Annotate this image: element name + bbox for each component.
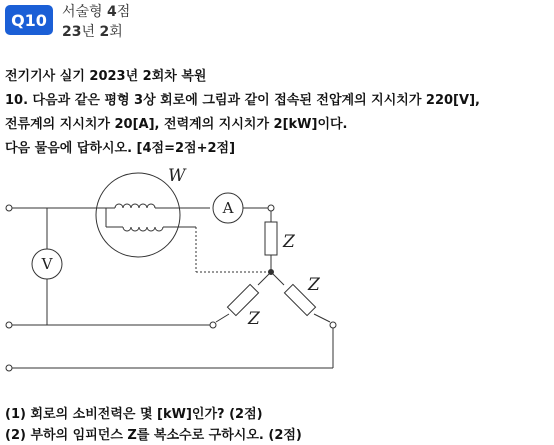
load-label-left: Z [248, 309, 260, 329]
load-impedance-top [265, 222, 277, 255]
exam-source: 전기기사 실기 2023년 2회차 복원 [5, 69, 207, 84]
terminal-bottom [6, 365, 12, 371]
question-number-badge: Q10 [5, 5, 53, 35]
load-label-right: Z [308, 275, 320, 295]
exam-year-unit: 년 [81, 24, 100, 40]
exam-year: 23 [62, 24, 82, 40]
question-type-prefix: 서술형 [62, 4, 108, 20]
exam-round-unit: 회 [109, 24, 123, 40]
exam-round: 2 [99, 24, 110, 40]
question-type-suffix: 점 [116, 4, 131, 20]
current-coil [115, 204, 155, 208]
wattmeter-label: W [168, 166, 186, 186]
voltmeter-label: V [41, 255, 53, 273]
terminal-middle [6, 322, 12, 328]
voltage-coil [123, 227, 163, 231]
question-line-2: 전류계의 지시치가 20[A], 전력계의 지시치가 2[kW]이다. [5, 117, 348, 132]
subquestion-1: (1) 회로의 소비전력은 몇 [kW]인가? (2점) [5, 407, 263, 422]
terminal-top [6, 205, 12, 211]
load-label-top: Z [283, 232, 295, 252]
subquestion-2: (2) 부하의 임피던스 Z를 복소수로 구하시오. (2점) [5, 428, 302, 443]
question-line-1: 10. 다음과 같은 평형 3상 회로에 그림과 같이 접속된 전압계의 지시치가 220[V], [5, 93, 480, 108]
question-line-3: 다음 물음에 답하시오. [4점=2점+2점] [5, 141, 236, 156]
question-points: 4 [107, 4, 117, 20]
ammeter-label: A [222, 199, 234, 217]
